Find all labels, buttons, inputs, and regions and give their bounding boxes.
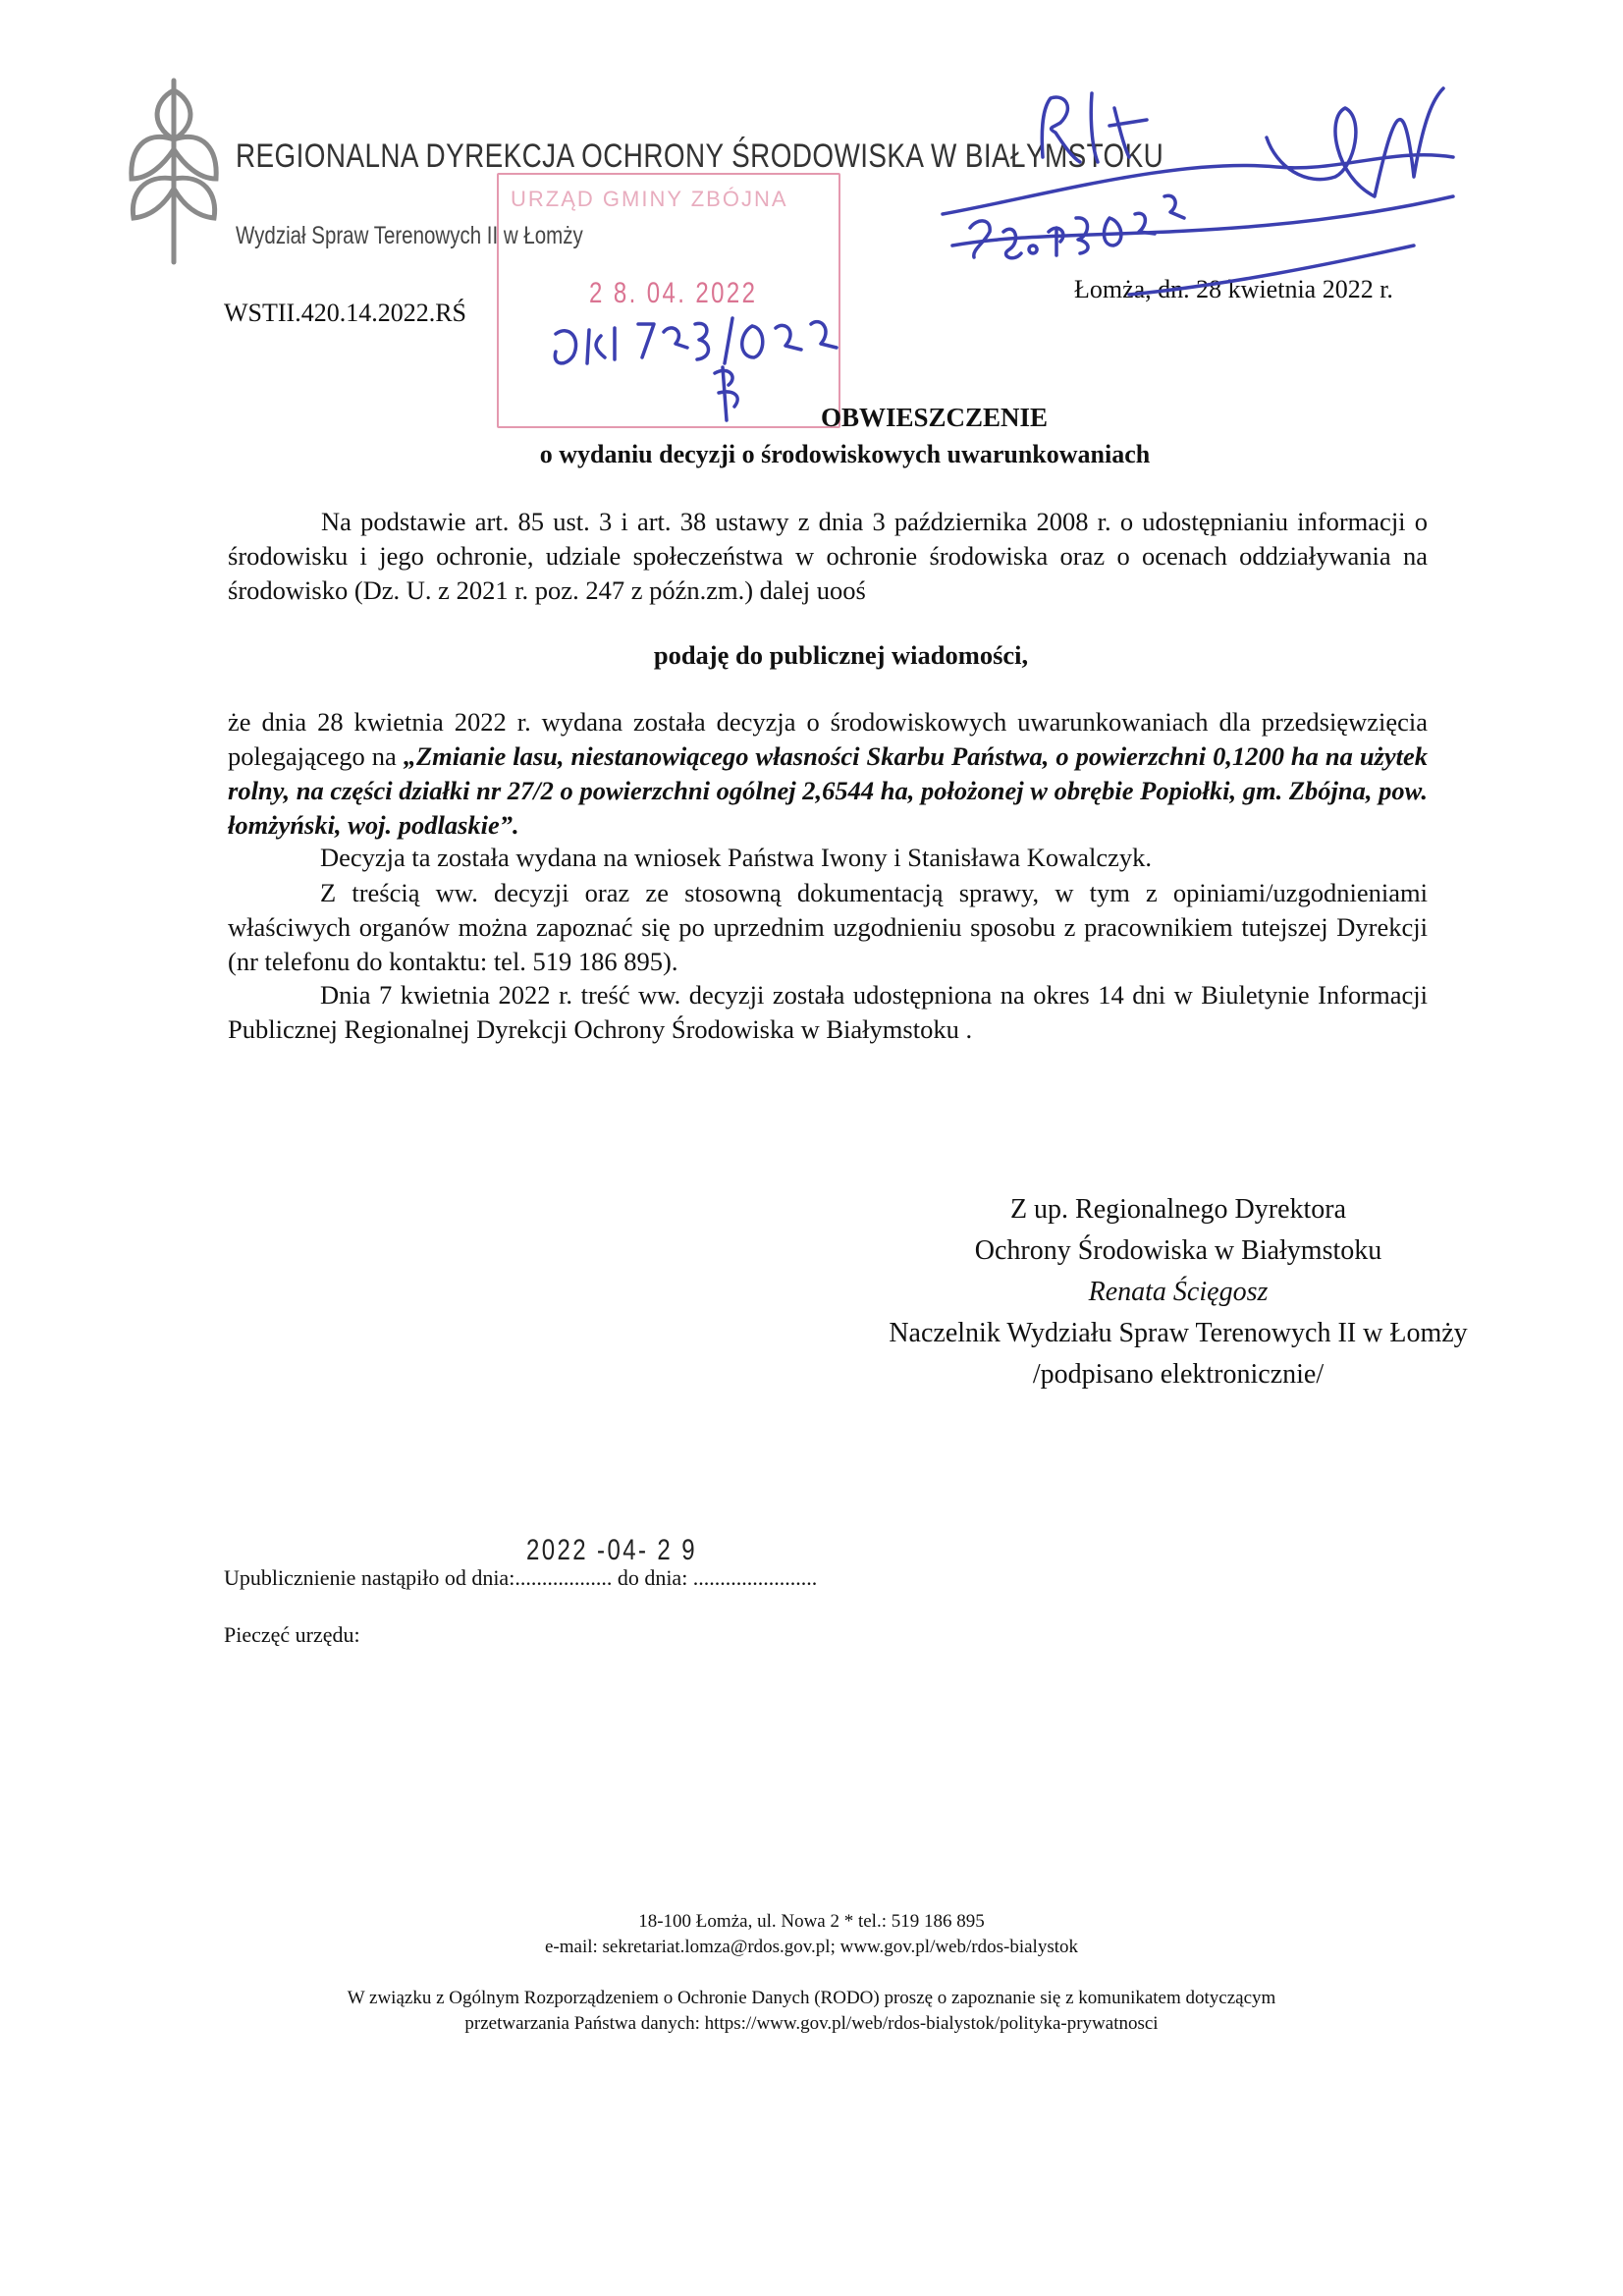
publication-period-line: Upublicznienie nastąpiło od dnia:.................. do dnia: ....................... — [224, 1565, 818, 1590]
footer-rodo-line1: W związku z Ogólnym Rozporządzeniem o Ochronie Danych (RODO) proszę o zapoznanie się z komunikatem dotyczącym — [347, 1988, 1276, 2008]
date-strikeline — [952, 196, 1453, 246]
documentation-paragraph: Z treścią ww. decyzji oraz ze stosowną dokumentacją sprawy, w tym z opiniami/uzgodnieniami właściwych organów można zapoznać się po uprzednim uzgodnieniu sposobu z pracownikiem tutejszej Dyrekcji (nr telefonu do kontaktu: tel. 519 186 895). — [228, 878, 1428, 976]
footer-contact: e-mail: sekretariat.lomza@rdos.gov.pl; www.gov.pl/web/rdos-bialystok — [544, 1937, 1079, 1957]
office-seal-label: Pieczęć urzędu: — [224, 1622, 360, 1647]
signature-authority-line1: Z up. Regionalnego Dyrektora — [1009, 1194, 1347, 1225]
rdos-leaf-logo — [120, 71, 228, 267]
publication-date-stamp: 2022 -04- 2 9 — [526, 1534, 697, 1566]
decision-paragraph: że dnia 28 kwietnia 2022 r. wydana została decyzja o środowiskowych uwarunkowaniach dla przedsięwzięcia polegającego na „Zmianie lasu, niestanowiącego własności Skarbu Państwa, o powierzchni 0,1200 ha na użytek rolny, na części działki nr 27/2 o powierzchni ogólnej 2,6544 ha, położonej w obrębie Popiołki, gm. Zbójna, pow. łomżyński, woj. podlaskie”. — [228, 707, 1429, 840]
document-title: OBWIESZCZENIE — [820, 403, 1049, 432]
signatory-name: Renata Ścięgosz — [1088, 1277, 1269, 1307]
place-and-date: Łomża, dn. 28 kwietnia 2022 r. — [1074, 275, 1393, 303]
footer-rodo-line2: przetwarzania Państwa danych: https://www.gov.pl/web/rdos-bialystok/polityka-prywatnosci — [464, 2013, 1159, 2034]
reference-number: WSTII.420.14.2022.RŚ — [224, 299, 466, 327]
document-subtitle: o wydaniu decyzji o środowiskowych uwarunkowaniach — [539, 440, 1151, 468]
electronic-signature-note: /podpisano elektronicznie/ — [1032, 1359, 1325, 1390]
bip-paragraph: Dnia 7 kwietnia 2022 r. treść ww. decyzji została udostępniona na okres 14 dni w Biuletynie Informacji Publicznej Regionalnej Dyrekcji Ochrony Środowiska w Białymstoku . — [228, 980, 1428, 1044]
legal-basis-paragraph: Na podstawie art. 85 ust. 3 i art. 38 ustawy z dnia 3 października 2008 r. o udostępnianiu informacji o środowisku i jego ochronie, udziale społeczeństwa w ochronie środowiska oraz o ocenach oddziaływania na środowisko (Dz. U. z 2021 r. poz. 247 z późn.zm.) dalej uooś — [228, 507, 1428, 605]
signature-authority-line2: Ochrony Środowiska w Białymstoku — [974, 1235, 1382, 1266]
receipt-stamp-office: URZĄD GMINY ZBÓJNA — [511, 187, 788, 211]
department-name: Wydział Spraw Terenowych II w Łomży — [236, 222, 583, 249]
applicant-paragraph: Decyzja ta została wydana na wniosek Państwa Iwony i Stanisława Kowalczyk. — [320, 843, 1153, 872]
footer-address: 18-100 Łomża, ul. Nowa 2 * tel.: 519 186 895 — [638, 1911, 985, 1932]
receipt-stamp-date: 2 8. 04. 2022 — [589, 277, 758, 309]
handwritten-date — [970, 195, 1184, 258]
public-notice-heading: podaję do publicznej wiadomości, — [653, 640, 1029, 670]
organization-name: REGIONALNA DYREKCJA OCHRONY ŚRODOWISKA W BIAŁYMSTOKU — [236, 137, 1164, 175]
project-description: „Zmianie lasu, niestanowiącego własności Skarbu Państwa, o powierzchni 0,1200 ha na użytek rolny, na części działki nr 27/2 o powierzchni ogólnej 2,6544 ha, położonej w obrębie Popiołki, gm. Zbójna, pow. łomżyński, woj. podlaskie”. — [228, 741, 1429, 840]
signatory-position: Naczelnik Wydziału Spraw Terenowych II w Łomży — [889, 1318, 1468, 1348]
